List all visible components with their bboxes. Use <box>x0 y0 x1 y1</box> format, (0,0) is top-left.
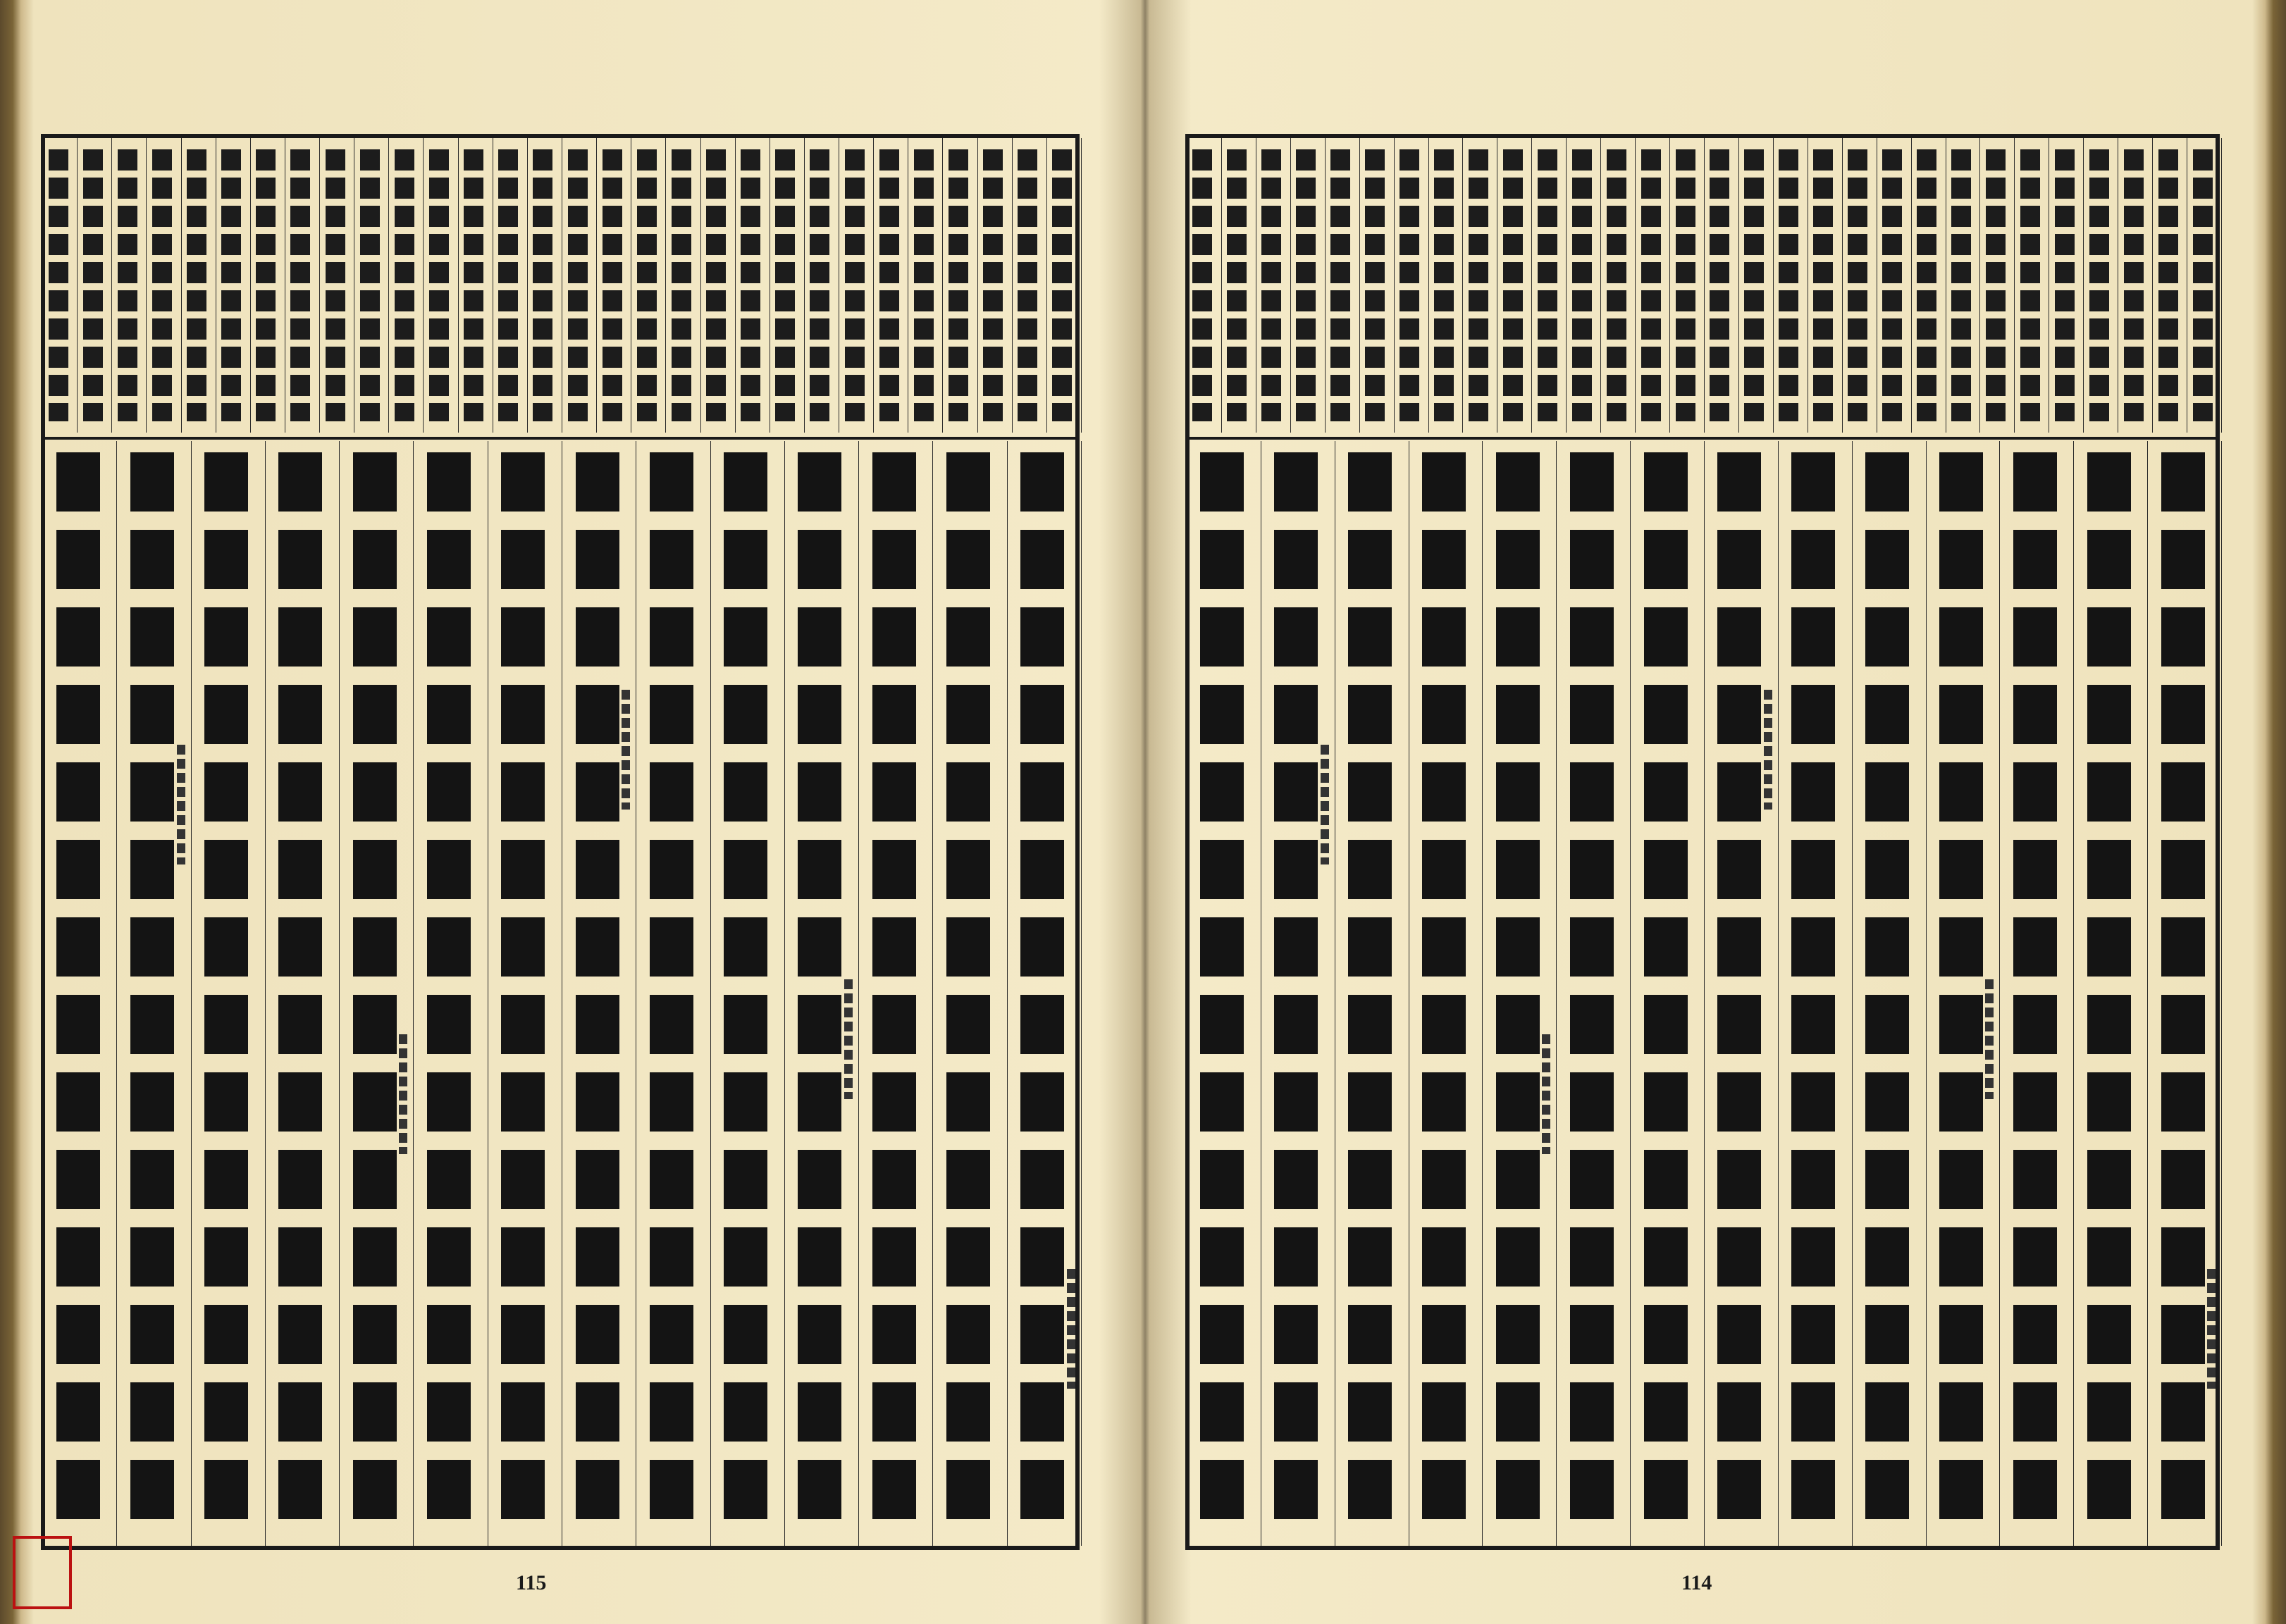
text-column <box>1633 134 1668 437</box>
vertical-text-line <box>256 149 276 421</box>
vertical-text-line <box>650 452 693 1535</box>
text-column <box>1555 437 1629 1550</box>
text-column <box>2013 134 2047 437</box>
text-column <box>1333 437 1407 1550</box>
text-column <box>734 134 768 437</box>
page-number-left: 115 <box>516 1571 547 1594</box>
vertical-text-line <box>845 149 865 421</box>
vertical-text-line <box>290 149 310 421</box>
text-column <box>190 437 264 1550</box>
vertical-text-line <box>427 452 471 1535</box>
text-column <box>2185 134 2220 437</box>
text-column <box>1006 437 1080 1550</box>
text-column <box>1998 437 2072 1550</box>
vertical-text-line <box>798 452 841 1535</box>
vertical-text-line <box>152 149 172 421</box>
vertical-text-line <box>1422 452 1466 1535</box>
text-column <box>457 134 491 437</box>
main-text-register <box>41 437 1080 1550</box>
vertical-text-line <box>914 149 934 421</box>
vertical-text-line <box>775 149 795 421</box>
vertical-text-line <box>2124 149 2144 421</box>
text-column <box>1185 134 1220 437</box>
vertical-text-line <box>1717 452 1761 1535</box>
text-column <box>2072 437 2146 1550</box>
vertical-text-line <box>2087 452 2131 1535</box>
vertical-text-line <box>49 149 68 421</box>
vertical-text-line <box>1791 452 1835 1535</box>
text-column <box>931 437 1005 1550</box>
text-column <box>595 134 629 437</box>
interlinear-note <box>622 690 630 810</box>
text-column <box>1045 134 1080 437</box>
vertical-text-line <box>1469 149 1488 421</box>
text-column <box>629 134 664 437</box>
text-column <box>1323 134 1358 437</box>
text-column <box>41 437 115 1550</box>
vertical-text-line <box>706 149 726 421</box>
text-column <box>214 134 249 437</box>
text-column <box>318 134 352 437</box>
vertical-text-line <box>1538 149 1557 421</box>
text-column <box>1259 437 1333 1550</box>
vertical-text-line <box>872 452 916 1535</box>
vertical-text-line <box>130 452 174 1535</box>
vertical-text-line <box>1227 149 1247 421</box>
interlinear-note <box>1764 690 1772 810</box>
text-column <box>768 134 803 437</box>
text-column <box>803 134 837 437</box>
text-column <box>1289 134 1323 437</box>
text-column <box>1737 134 1772 437</box>
vertical-text-line <box>1641 149 1661 421</box>
vertical-text-line <box>1572 149 1592 421</box>
text-column <box>1392 134 1427 437</box>
text-column <box>1851 437 1924 1550</box>
text-column <box>387 134 421 437</box>
vertical-text-line <box>1503 149 1523 421</box>
interlinear-note <box>177 745 185 864</box>
vertical-text-line <box>1434 149 1454 421</box>
text-column <box>1668 134 1703 437</box>
vertical-text-line <box>429 149 449 421</box>
vertical-text-line <box>949 149 968 421</box>
vertical-text-line <box>2020 149 2040 421</box>
vertical-text-line <box>1052 149 1072 421</box>
vertical-text-line <box>1400 149 1419 421</box>
text-column <box>1703 437 1777 1550</box>
text-column <box>1461 134 1495 437</box>
text-column <box>664 134 698 437</box>
book-gutter <box>1099 0 1191 1624</box>
vertical-text-line <box>1607 149 1626 421</box>
vertical-text-line <box>741 149 760 421</box>
text-column <box>1910 134 1944 437</box>
vertical-text-line <box>2089 149 2109 421</box>
vertical-text-line <box>1496 452 1540 1535</box>
vertical-text-line <box>1779 149 1798 421</box>
library-stamp <box>13 1536 72 1609</box>
vertical-text-line <box>1710 149 1729 421</box>
vertical-text-line <box>278 452 322 1535</box>
vertical-text-line <box>946 452 990 1535</box>
text-column <box>709 437 783 1550</box>
text-column <box>1875 134 1910 437</box>
text-column <box>526 134 560 437</box>
vertical-text-line <box>983 149 1003 421</box>
text-column <box>1495 134 1530 437</box>
vertical-text-line <box>810 149 829 421</box>
vertical-text-line <box>1644 452 1688 1535</box>
vertical-text-line <box>1676 149 1695 421</box>
text-column <box>1530 134 1564 437</box>
text-column <box>2047 134 2082 437</box>
text-column <box>872 134 906 437</box>
vertical-text-line <box>1348 452 1392 1535</box>
text-column <box>1564 134 1599 437</box>
text-column <box>1185 437 1259 1550</box>
text-column <box>486 437 560 1550</box>
vertical-text-line <box>1330 149 1350 421</box>
text-column <box>634 437 708 1550</box>
text-column <box>1924 437 1998 1550</box>
vertical-text-line <box>533 149 552 421</box>
vertical-text-line <box>724 452 767 1535</box>
vertical-text-line <box>353 452 397 1535</box>
commentary-register <box>41 134 1080 440</box>
text-column <box>2151 134 2185 437</box>
text-column <box>338 437 412 1550</box>
text-column <box>2116 134 2151 437</box>
vertical-text-line <box>2158 149 2178 421</box>
text-column <box>41 134 75 437</box>
vertical-text-line <box>637 149 657 421</box>
vertical-text-line <box>672 149 691 421</box>
vertical-text-line <box>83 149 103 421</box>
vertical-text-line <box>1939 452 1983 1535</box>
text-column <box>699 134 734 437</box>
vertical-text-line <box>1744 149 1764 421</box>
text-column <box>1011 134 1045 437</box>
text-column <box>75 134 110 437</box>
vertical-text-line <box>2055 149 2075 421</box>
text-column <box>352 134 387 437</box>
interlinear-note <box>399 1034 407 1154</box>
interlinear-note <box>1321 745 1329 864</box>
interlinear-note <box>1985 979 1994 1099</box>
vertical-text-line <box>1365 149 1385 421</box>
text-column <box>941 134 975 437</box>
vertical-text-line <box>204 452 248 1535</box>
text-column <box>180 134 214 437</box>
vertical-text-line <box>2013 452 2057 1535</box>
vertical-text-line <box>464 149 483 421</box>
text-column <box>1777 437 1851 1550</box>
vertical-text-line <box>501 452 545 1535</box>
vertical-text-line <box>326 149 345 421</box>
text-column <box>1220 134 1254 437</box>
vertical-text-line <box>1813 149 1833 421</box>
vertical-text-line <box>1018 149 1037 421</box>
vertical-text-line <box>879 149 899 421</box>
text-column <box>1481 437 1555 1550</box>
text-column <box>264 437 338 1550</box>
left-page <box>41 134 1080 1550</box>
text-column <box>491 134 526 437</box>
text-column <box>2146 437 2220 1550</box>
vertical-text-line <box>1200 452 1244 1535</box>
vertical-text-line <box>1192 149 1212 421</box>
vertical-text-line <box>187 149 206 421</box>
text-column <box>906 134 941 437</box>
interlinear-note <box>844 979 853 1099</box>
vertical-text-line <box>1882 149 1902 421</box>
text-column <box>560 437 634 1550</box>
text-column <box>976 134 1011 437</box>
vertical-text-line <box>1570 452 1614 1535</box>
vertical-text-line <box>2161 452 2205 1535</box>
text-column <box>421 134 456 437</box>
interlinear-note <box>1067 1269 1075 1389</box>
vertical-text-line <box>1951 149 1971 421</box>
interlinear-note <box>1542 1034 1550 1154</box>
vertical-text-line <box>603 149 622 421</box>
vertical-text-line <box>1848 149 1867 421</box>
text-column <box>1254 134 1289 437</box>
text-column <box>1841 134 1875 437</box>
vertical-text-line <box>1261 149 1281 421</box>
vertical-text-line <box>568 149 588 421</box>
text-column <box>1944 134 1979 437</box>
text-column <box>837 134 872 437</box>
text-column <box>110 134 144 437</box>
text-column <box>1358 134 1392 437</box>
text-column <box>1427 134 1462 437</box>
commentary-register <box>1185 134 2220 440</box>
interlinear-note <box>2207 1269 2216 1389</box>
text-column <box>283 134 318 437</box>
vertical-text-line <box>1917 149 1936 421</box>
text-column <box>560 134 595 437</box>
text-column <box>144 134 179 437</box>
main-text-register <box>1185 437 2220 1550</box>
vertical-text-line <box>1986 149 2006 421</box>
vertical-text-line <box>360 149 380 421</box>
text-column <box>249 134 283 437</box>
text-column <box>1772 134 1806 437</box>
vertical-text-line <box>221 149 241 421</box>
page-number-right: 114 <box>1681 1571 1712 1594</box>
text-column <box>1629 437 1703 1550</box>
vertical-text-line <box>56 452 100 1535</box>
text-column <box>1978 134 2013 437</box>
vertical-text-line <box>1865 452 1909 1535</box>
vertical-text-line <box>395 149 414 421</box>
text-column <box>1703 134 1737 437</box>
text-column <box>1407 437 1481 1550</box>
vertical-text-line <box>498 149 518 421</box>
text-column <box>115 437 189 1550</box>
text-column <box>2082 134 2116 437</box>
vertical-text-line <box>1020 452 1064 1535</box>
vertical-text-line <box>1296 149 1316 421</box>
text-column <box>783 437 857 1550</box>
right-page <box>1185 134 2220 1550</box>
vertical-text-line <box>1274 452 1318 1535</box>
vertical-text-line <box>576 452 619 1535</box>
vertical-text-line <box>2193 149 2213 421</box>
text-column <box>412 437 486 1550</box>
text-column <box>857 437 931 1550</box>
text-column <box>1599 134 1633 437</box>
vertical-text-line <box>118 149 137 421</box>
text-column <box>1806 134 1841 437</box>
